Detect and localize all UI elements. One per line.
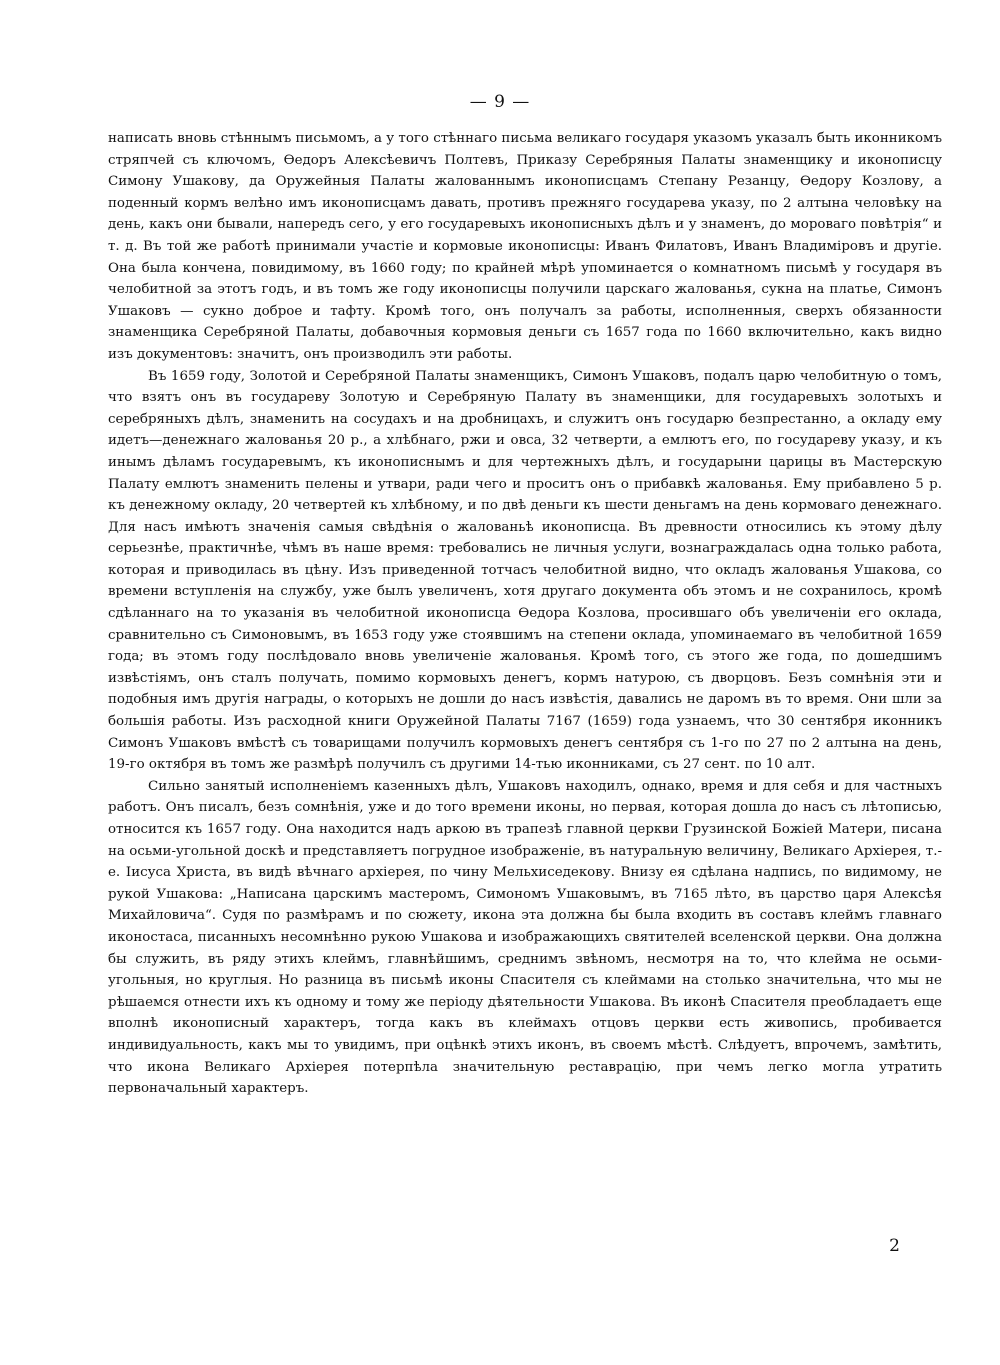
signature-mark: 2: [889, 1236, 900, 1256]
paragraph-2: Въ 1659 году, Золотой и Серебряной Палаты знаменщикъ, Симонъ Ушаковъ, подалъ царю челобитную о томъ, что взятъ онъ въ государеву Золотую и Серебряную Палату въ знаменщики, для государевыхъ золотыхъ и серебряныхъ дѣлъ, знаменить на сосудахъ и на дробницахъ, и служитъ онъ государю безпрестанно, а окладу ему идетъ—денежнаго жалованья 20 р., а хлѣбнаго, ржи и овса, 32 четверти, а емлютъ его, по государеву указу, и къ инымъ дѣламъ государевымъ, къ иконописнымъ и для чертежныхъ дѣлъ, и государыни царицы въ Мастерскую Палату емлютъ знаменить пелены и утвари, ради чего и проситъ онъ о прибавкѣ жалованья. Ему прибавлено 5 р. къ денежному окладу, 20 четвертей къ хлѣбному, и по двѣ деньги къ шести деньгамъ на день кормоваго денежнаго. Для насъ имѣютъ значенія самыя свѣдѣнія о жалованьѣ иконописца. Въ древности относились къ этому дѣлу серьезнѣе, практичнѣе, чѣмъ въ наше время: требовались не личныя услуги, вознаграждалась одна только работа, которая и приводилась въ цѣну. Изъ приведенной тотчасъ челобитной видно, что окладъ жалованья Ушакова, со времени вступленія на службу, уже былъ увеличенъ, хотя другаго документа объ этомъ и не сохранилось, кромѣ сдѣланнаго на то указанія въ челобитной иконописца Ѳедора Козлова, просившаго объ увеличеніи его оклада, сравнительно съ Симоновымъ, въ 1653 году уже стоявшимъ на степени оклада, упоминаемаго въ челобитной 1659 года; въ этомъ году послѣдовало вновь увеличеніе жалованья. Кромѣ того, съ этого же года, по дошедшимъ извѣстіямъ, онъ сталъ получать, помимо кормовыхъ денегъ, кормъ натурою, съ дворцовъ. Безъ сомнѣнія эти и подобныя имъ другія награды, о которыхъ не дошли до насъ извѣстія, давались не даромъ въ то время. Они шли за большія работы. Изъ расходной книги Оружейной Палаты 7167 (1659) года узнаемъ, что 30 сентября иконникъ Симонъ Ушаковъ вмѣстѣ съ товарищами получилъ кормовыхъ денегъ сентября съ 1-го по 27 по 2 алтына на день, 19-го октября въ томъ же размѣрѣ получилъ съ другими 14-тью иконниками, съ 27 сент. по 10 алт.: [108, 368, 942, 773]
body-text: [108, 128, 942, 1100]
paragraph-3: Сильно занятый исполненіемъ казенныхъ дѣлъ, Ушаковъ находилъ, однако, время и для себя и для частныхъ работъ. Онъ писалъ, безъ сомнѣнія, уже и до того времени иконы, но первая, которая дошла до насъ съ лѣтописью, относится къ 1657 году. Она находится надъ аркою въ трапезѣ главной церкви Грузинской Божіей Матери, писана на осьми-угольной доскѣ и представляетъ погрудное изображеніе, въ натуральную величину, Великаго Архіерея, т.-е. Іисуса Христа, въ видѣ вѣчнаго архіерея, по чину Мельхиседекову. Внизу ея сдѣлана надпись, по видимому, не рукой Ушакова: „Написана царскимъ мастеромъ, Симономъ Ушаковымъ, въ 7165 лѣто, въ царство царя Алексѣя Михайловича“. Судя по размѣрамъ и по сюжету, икона эта должна бы была входить въ составъ клеймъ главнаго иконостаса, писанныхъ несомнѣнно рукою Ушакова и изображающихъ святителей вселенской церкви. Она должна бы служить, въ ряду этихъ клеймъ, главнѣйшимъ, среднимъ звѣномъ, несмотря на то, что клейма не осьми-угольныя, но круглыя. Но разница въ письмѣ иконы Спасителя съ клеймами на столько значительна, что мы не рѣшаемся отнести ихъ къ одному и тому же періоду дѣятельности Ушакова. Въ иконѣ Спасителя преобладаетъ еще вполнѣ иконописный характеръ, тогда какъ въ клеймахъ отцовъ церкви есть живопись, пробивается индивидуальность, какъ мы то увидимъ, при оцѣнкѣ этихъ иконъ, въ своемъ мѣстѣ. Слѣдуетъ, впрочемъ, замѣтить, что икона Великаго Архіерея потерпѣла значительную реставрацію, при чемъ легко могла утратить первоначальный характеръ.: [108, 778, 942, 1097]
paragraph-1: написать вновь стѣннымъ письмомъ, а у того стѣннаго письма великаго государя указомъ указалъ быть иконникомъ стряпчей съ ключомъ, Ѳедоръ Алексѣевичъ Полтевъ, Приказу Серебряныя Палаты знаменщику и иконописцу Симону Ушакову, да Оружейныя Палаты жалованнымъ иконописцамъ Степану Резанцу, Ѳедору Козлову, а поденный кормъ велѣно имъ иконописцамъ давать, противъ прежняго государева указу, по 2 алтына человѣку на день, какъ они бывали, напередъ сего, у его государевыхъ иконописныхъ дѣлъ и у знаменъ, до мороваго повѣтрія“ и т. д. Въ той же работѣ принимали участіе и кормовые иконописцы: Иванъ Филатовъ, Иванъ Владиміровъ и другіе. Она была кончена, повидимому, въ 1660 году; по крайней мѣрѣ упоминается о комнатномъ письмѣ у государя въ челобитной за этотъ годъ, и въ томъ же году иконописцы получили царскаго жалованья, сукна на платье, Симонъ Ушаковъ — сукно доброе и тафту. Кромѣ того, онъ получалъ за работы, исполненныя, сверхъ обязанности знаменщика Серебряной Палаты, добавочныя кормовыя деньги съ 1657 года по 1660 включительно, какъ видно изъ документовъ: значитъ, онъ производилъ эти работы.: [108, 131, 942, 362]
page-number-header: — 9 —: [469, 92, 531, 112]
